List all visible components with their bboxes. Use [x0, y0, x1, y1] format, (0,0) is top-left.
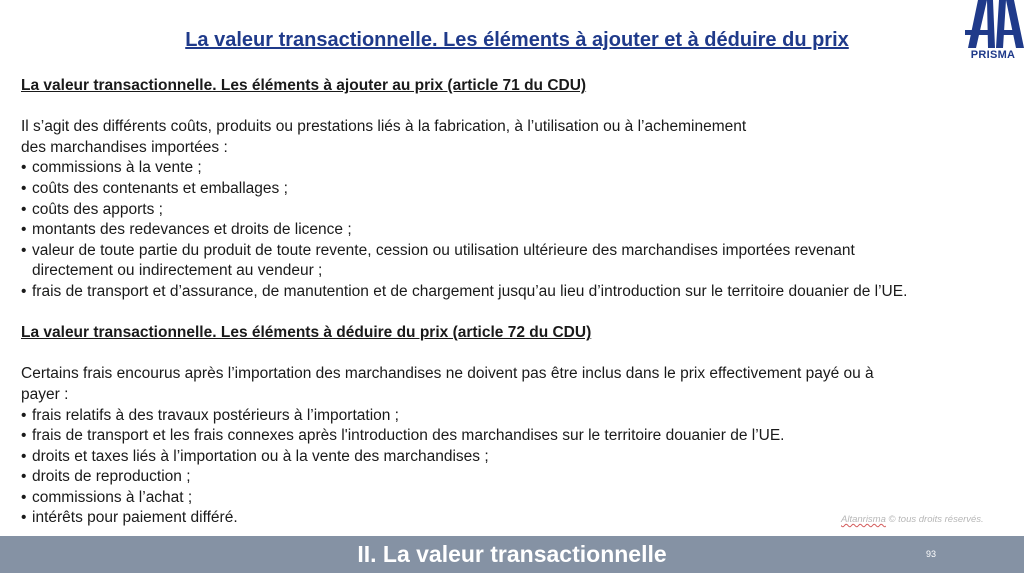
copyright-text: © tous droits réservés.: [885, 514, 984, 525]
slide-content: [21, 76, 1011, 529]
list-item: • coûts des contenants et emballages ;: [21, 179, 1011, 200]
alta-prisma-logo: [962, 0, 1024, 64]
alta-logo-icon: [962, 0, 1024, 52]
page-number: 93: [926, 549, 937, 559]
intro-deduct-line1: Certains frais encourus après l’importation des marchandises ne doivent pas être inclus dans le prix effectivement payé ou à: [21, 365, 874, 383]
copyright-brand: Altanrisma: [841, 514, 886, 525]
list-item: [21, 241, 1011, 282]
list-item-continuation: directement ou indirectement au vendeur ;: [32, 262, 323, 280]
intro-add-line1: Il s’agit des différents coûts, produits ou prestations liés à la fabrication, à l’utilisation ou à l’acheminement: [21, 118, 747, 136]
footer-bar: [0, 536, 1024, 573]
list-item: • montants des redevances et droits de licence ;: [21, 220, 1011, 241]
bullet-list-deduct: [21, 406, 1011, 530]
footer-title: II. La valeur transactionnelle: [357, 541, 667, 567]
list-item: • intérêts pour paiement différé.: [21, 508, 1011, 529]
list-item: • frais de transport et les frais connexes après l'introduction des marchandises sur le territoire douanier de l’UE.: [21, 426, 1011, 447]
list-item: • commissions à la vente ;: [21, 158, 1011, 179]
list-item: • commissions à l’achat ;: [21, 488, 1011, 509]
list-item: • coûts des apports ;: [21, 200, 1011, 221]
logo-wordmark: PRISMA: [970, 49, 1016, 61]
intro-add-line2: des marchandises importées :: [21, 138, 228, 156]
copyright-notice: [841, 514, 984, 525]
intro-deduct-line2: payer :: [21, 385, 69, 403]
list-item: • droits de reproduction ;: [21, 467, 1011, 488]
section-heading-deduct: La valeur transactionnelle. Les éléments à déduire du prix (article 72 du CDU): [21, 324, 592, 342]
bullet-list-add: [21, 158, 1011, 302]
slide-title: La valeur transactionnelle. Les éléments à ajouter et à déduire du prix: [185, 29, 849, 51]
list-item-text: valeur de toute partie du produit de toute revente, cession ou utilisation ultérieure des marchandises importées revenant: [32, 241, 855, 259]
list-item: • frais relatifs à des travaux postérieurs à l’importation ;: [21, 406, 1011, 427]
section-heading-add: La valeur transactionnelle. Les éléments à ajouter au prix (article 71 du CDU): [21, 77, 587, 94]
list-item: • frais de transport et d’assurance, de manutention et de chargement jusqu’au lieu d’introduction sur le territoire douanier de l’UE.: [21, 282, 1011, 303]
list-item: • droits et taxes liés à l’importation ou à la vente des marchandises ;: [21, 447, 1011, 468]
